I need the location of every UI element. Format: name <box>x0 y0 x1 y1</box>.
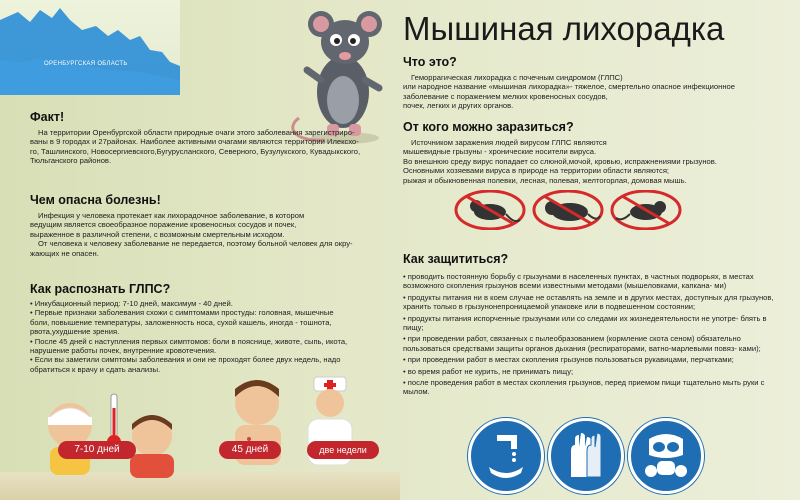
fact-line: Тюльганского районов. <box>30 156 112 166</box>
who-line: Во внешнюю среду вирус попадает со слюной,мочой, кровью, испражнениями грызунов. <box>403 156 717 166</box>
danger-line: выраженное в различной степени, с возможным смертельным исходом. <box>30 229 285 239</box>
recognize-line: боли, повышение температуры, заложенность носа, сухой кашель, иногда - тошнота, <box>30 317 332 327</box>
map-shape-icon <box>0 0 180 95</box>
who-heading: От кого можно заразиться? <box>403 120 574 134</box>
what-line: Геморрагическая лихорадка с почечным синдромом (ГЛПС) <box>411 73 623 82</box>
fact-heading: Факт! <box>30 110 65 124</box>
duration-badge: 45 дней <box>219 441 281 459</box>
danger-heading: Чем опасна болезнь! <box>30 193 161 207</box>
no-rat-sign <box>610 190 682 230</box>
protect-item: • проводить постоянную борьбу с грызунами в населенных пунктах, в частных подворьях, в местах возможного скопления грызунов всеми известными методами (мышеловками, капкана- ми) <box>403 272 754 291</box>
recognize-line: рвота,ухудшение зрения. <box>30 327 120 337</box>
fact-text <box>30 128 400 166</box>
no-rat-sign <box>532 190 604 230</box>
respirator-icon <box>628 418 704 494</box>
protect-item: • при проведении работ в местах скопления грызунов пользоваться рукавицами, перчатками; <box>403 355 734 365</box>
protect-item: • во время работ не курить, не принимать пищу; <box>403 366 574 376</box>
sick-child-icon <box>40 395 100 475</box>
what-heading: Что это? <box>403 55 457 69</box>
gloves-icon <box>548 418 624 494</box>
what-line: заболевание с поражением мелких кровеносных сосудов, <box>403 91 608 101</box>
region-map <box>0 0 180 95</box>
danger-line: ведущим является своеобразное поражение кровеносных сосудов и почек, <box>30 220 297 230</box>
protect-item: • после проведения работ в местах скопления грызунов, перед приемом пищи тщательно мыть руки с мылом. <box>403 378 765 397</box>
fact-line: На территории Оренбургской области природные очаги этого заболевания зарегистриро- <box>38 128 355 137</box>
handwash-icon <box>468 418 544 494</box>
recognize-line: обратиться к врачу и сдать анализы. <box>30 364 161 374</box>
who-line: рыжая и обыкновенная полевки, лесная, полевая, желтогорлая, домовая мышь. <box>403 175 687 185</box>
recognize-line: • Если вы заметили симптомы заболевания и они не проходят более двух недель, надо <box>30 355 341 365</box>
danger-text <box>30 211 400 258</box>
what-text <box>403 73 783 111</box>
recognize-text <box>30 299 400 374</box>
who-line: Основными хозяевами вируса в природе на территории области являются; <box>403 166 670 176</box>
what-line: или народное название «мышиная лихорадка»- тяжелое, смертельно опасное инфекционное <box>403 82 735 92</box>
recognize-line: • Первые признаки заболевания схожи с симптомами простуды: головная, мышечные <box>30 308 334 318</box>
recognize-line: • Инкубационный период: 7-10 дней, максимум - 40 дней. <box>30 299 233 308</box>
recognize-line: • После 45 дней с наступления первых симптомов: боли в пояснице, животе, сыпь, икота, <box>30 336 348 346</box>
protect-item: • продукты питания испорченные грызунами или со следами их жизнедеятельности не употре- блять в пищу; <box>403 313 767 333</box>
who-line: Источником заражения людей вирусом ГЛПС являются <box>411 138 607 147</box>
recognize-line: нарушение работы почек, внутренние кровотечения. <box>30 346 217 356</box>
what-line: почек, легких и других органов. <box>403 101 514 111</box>
no-rat-sign <box>454 190 526 230</box>
protect-list <box>403 272 783 399</box>
fact-line: го, Ташлинского, Новосергиевского,Бугурусланского, Северного, Бузулукского, Кувадыкского, <box>30 146 361 156</box>
protect-item: • при проведении работ, связанных с пылеобразованием (кормление скота сеном) обязательно пользоваться средствами защиты органов дыхания (респираторами, ватно-марлевыми повяз- ками); <box>403 334 761 353</box>
illustration-floor <box>0 472 400 500</box>
duration-badge: две недели <box>307 441 379 459</box>
who-text <box>403 138 783 185</box>
rat-illustration <box>285 0 395 148</box>
recognize-heading: Как распознать ГЛПС? <box>30 282 171 296</box>
danger-line: От человека к человеку заболевание не передается, поэтому больной человек для окру- <box>38 239 353 249</box>
map-label: ОРЕНБУРГСКАЯ ОБЛАСТЬ <box>44 61 128 67</box>
fact-line: ваны в 9 городах и 27районах. Наиболее активными очагами являются территории Илексхо- <box>30 137 359 147</box>
page-title: Мышиная лихорадка <box>403 10 725 47</box>
danger-line: жающих не опасен. <box>30 248 99 258</box>
protect-item: • продукты питания ни в коем случае не оставлять на земле и в других местах, доступных для грызунов, хранить только в грызунонепроницаемой упаковке или в подвешенном состоянии; <box>403 292 774 312</box>
danger-line: Инфекция у человека протекает как лихорадочное заболевание, в котором <box>38 211 305 220</box>
duration-badge: 7-10 дней <box>58 441 136 459</box>
who-line: мышевидные грызуны - хронические носители вируса. <box>403 147 597 157</box>
protect-heading: Как защититься? <box>403 252 509 266</box>
